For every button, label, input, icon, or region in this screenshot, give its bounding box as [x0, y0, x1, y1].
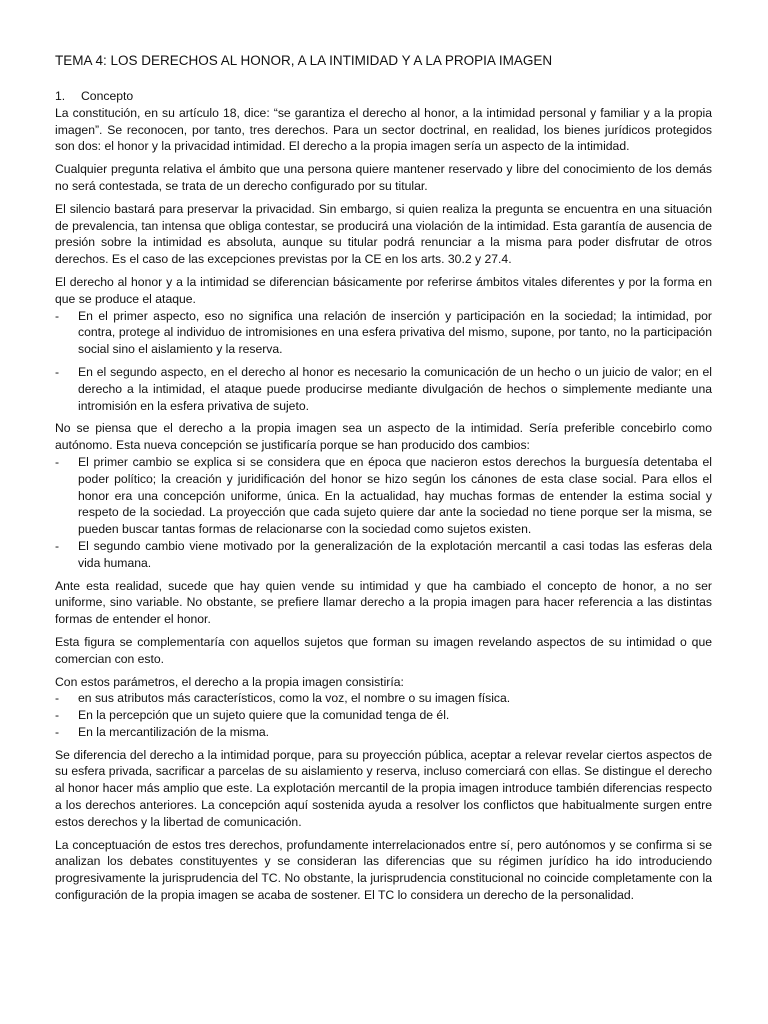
list-item-text: en sus atributos más característicos, como la voz, el nombre o su imagen física.	[78, 691, 511, 706]
paragraph: La constitución, en su artículo 18, dice: “se garantiza el derecho al honor, a la intimidad personal y familiar y a la propia imagen”. Se reconocen, por tanto, tres derechos. Para un sector doctrinal, en realidad, los bienes jurídicos protegidos son dos: el honor y la privacidad intimidad. El derecho a la propia imagen sería un aspecto de la intimidad.	[55, 105, 712, 154]
aspects-list	[55, 308, 712, 415]
paragraph: Con estos parámetros, el derecho a la propia imagen consistiría:	[55, 674, 404, 689]
image-right-list	[55, 690, 712, 740]
section-heading	[55, 88, 712, 105]
paragraph: El derecho al honor y a la intimidad se diferencian básicamente por referirse ámbitos vitales diferentes y por la forma en que se produce el ataque.	[55, 274, 712, 306]
bullet: -	[55, 364, 60, 379]
bullet: -	[55, 724, 60, 739]
document-title: TEMA 4: LOS DERECHOS AL HONOR, A LA INTIMIDAD Y A LA PROPIA IMAGEN	[55, 53, 553, 68]
bullet: -	[55, 538, 60, 553]
paragraph: No se piensa que el derecho a la propia imagen sea un aspecto de la intimidad. Sería preferible concebirlo como autónomo. Esta nueva concepción se justificaría porque se han producido dos cambios:	[55, 421, 712, 453]
list-item-text: El segundo cambio viene motivado por la generalización de la explotación mercantil a casi todas las esferas dela vida humana.	[78, 538, 712, 570]
bullet: -	[55, 691, 60, 706]
list-item	[55, 308, 712, 358]
list-item-text: En el primer aspecto, eso no significa una relación de inserción y participación en la sociedad; la intimidad, por contra, protege al individuo de intromisiones en una esfera privativa del mismo, supone, por tanto, no la participación social sino el aislamiento y la reserva.	[78, 308, 712, 357]
list-item	[55, 724, 712, 741]
changes-list	[55, 454, 712, 572]
list-item	[55, 364, 712, 414]
paragraph: Ante esta realidad, sucede que hay quien vende su intimidad y que ha cambiado el concepto de honor, a no ser uniforme, sino variable. No obstante, se prefiere llamar derecho a la propia imagen para hacer referencia a las distintas formas de entender el honor.	[55, 578, 712, 627]
list-item-text: En el segundo aspecto, en el derecho al honor es necesario la comunicación de un hecho o un juicio de valor; en el derecho a la intimidad, el ataque puede producirse mediante divulgación de hechos o simplemente mediante una intromisión en la esfera privativa de sujeto.	[78, 364, 712, 413]
paragraph: Esta figura se complementaría con aquellos sujetos que forman su imagen revelando aspectos de su intimidad o que comercian con esto.	[55, 634, 712, 666]
list-item	[55, 454, 712, 538]
bullet: -	[55, 708, 60, 723]
list-item-text: En la mercantilización de la misma.	[78, 724, 270, 739]
list-item	[55, 538, 712, 572]
bullet: -	[55, 454, 60, 469]
paragraph: El silencio bastará para preservar la privacidad. Sin embargo, si quien realiza la pregunta se encuentra en una situación de prevalencia, tan intensa que obliga contestar, se producirá una violación de la intimidad. Esta garantía de ausencia de presión sobre la intimidad es absoluta, aunque su titular podrá renunciar a la misma para poder disfrutar de otros derechos. Es el caso de las excepciones previstas por la CE en los arts. 30.2 y 27.4.	[55, 201, 712, 267]
list-item	[55, 690, 712, 707]
section-number: 1.	[55, 89, 66, 103]
paragraph: Cualquier pregunta relativa el ámbito que una persona quiere mantener reservado y libre del conocimiento de los demás no será contestada, se trata de un derecho configurado por su titular.	[55, 162, 712, 193]
bullet: -	[55, 308, 60, 323]
document-page	[55, 52, 712, 910]
list-item-text: En la percepción que un sujeto quiere que la comunidad tenga de él.	[78, 708, 450, 723]
section-label: Concepto	[81, 89, 134, 103]
paragraph: La conceptuación de estos tres derechos, profundamente interrelacionados entre sí, pero autónomos y se confirma si se analizan los debates constituyentes y se consideran las diferencias que su régimen jurídico ha ido introduciendo progresivamente la jurisprudencia del TC. No obstante, la jurisprudencia constitucional no coincide completamente con la configuración de la propia imagen se acaba de sostener. El TC lo considera un derecho de la personalidad.	[55, 837, 712, 903]
paragraph: Se diferencia del derecho a la intimidad porque, para su proyección pública, aceptar a relevar revelar ciertos aspectos de su esfera privada, sacrificar a parcelas de su aislamiento y reserva, incluso comerciará con ellas. Se distingue el derecho al honor hacer más amplio que este. La explotación mercantil de la propia imagen introduce también diferencias respecto a los derechos anteriores. La concepción aquí sostenida ayuda a resolver los conflictos que habitualmente surgen entre estos derechos y la libertad de comunicación.	[55, 747, 712, 829]
list-item-text: El primer cambio se explica si se considera que en época que nacieron estos derechos la burguesía detentaba el poder político; la creación y juridificación del honor se hizo según los cánones de esta clase social. Para ellos el honor era una concepción uniforme, única. En la actualidad, hay muchas formas de entender la estima social y respeto de la sociedad. La proyección que cada sujeto quiere dar ante la sociedad no tiene porque ser la misma, se pueden buscar tantas formas de relacionarse con la sociedad como sujetos existen.	[78, 454, 712, 537]
list-item	[55, 707, 712, 724]
